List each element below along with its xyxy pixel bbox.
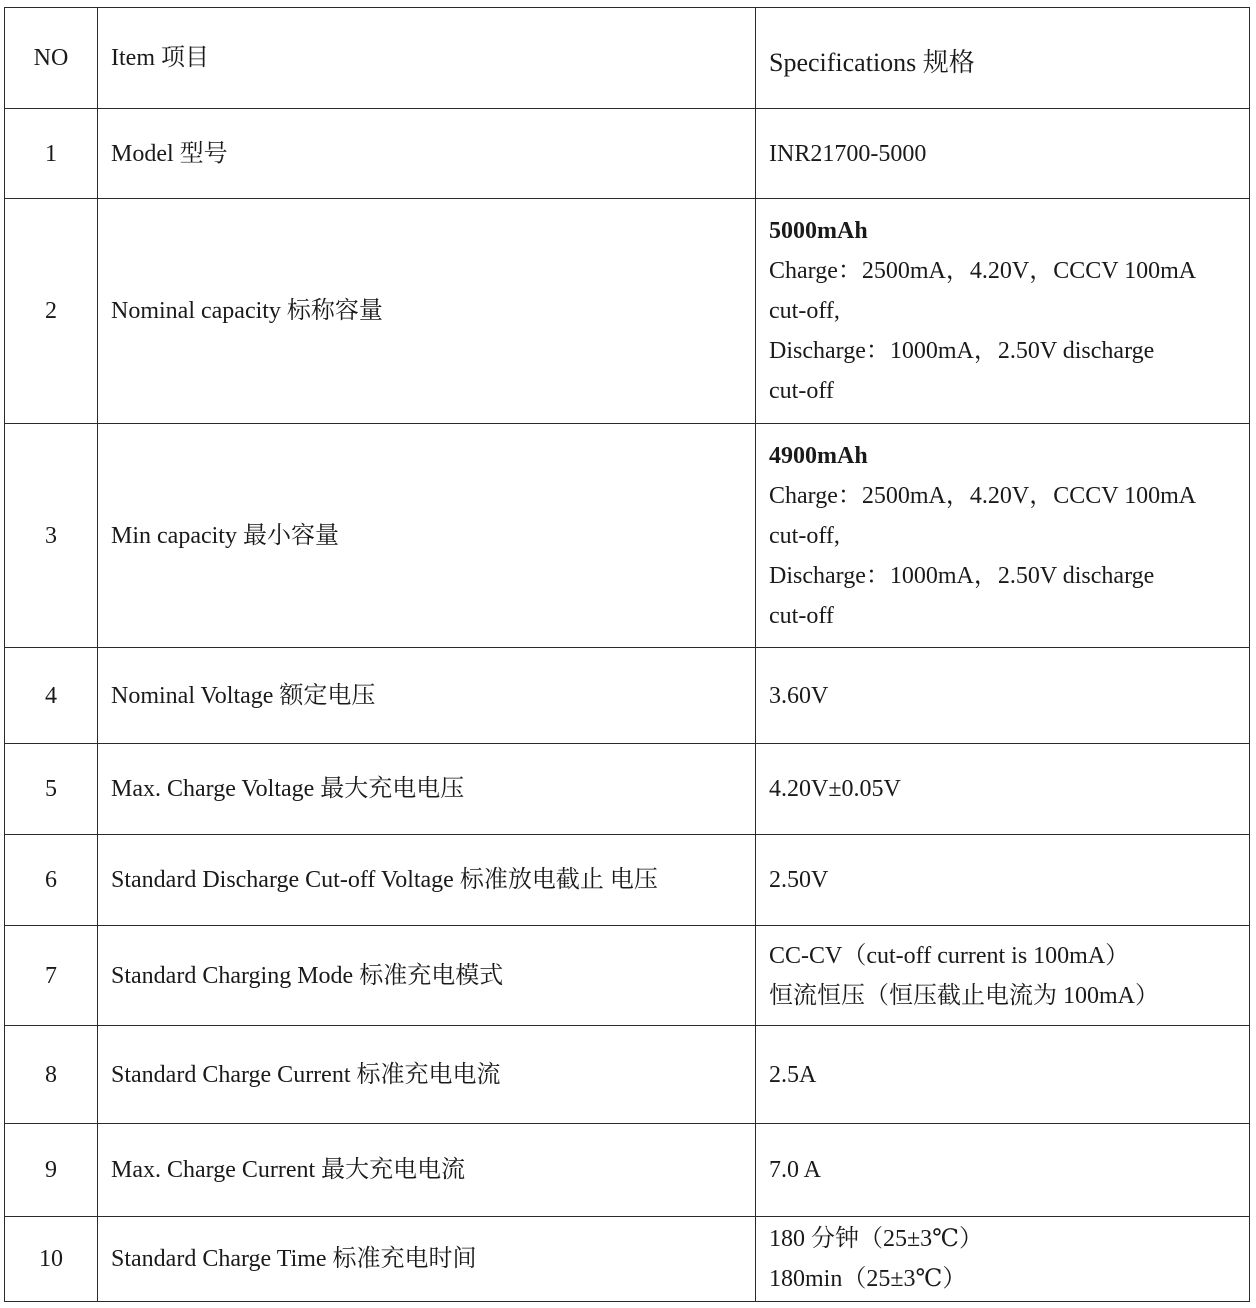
row-spec [756,424,1250,648]
table-row [5,109,1250,199]
spec-line: Charge：2500mA，4.20V，CCCV 100mA [769,482,1197,509]
row-no: 10 [5,1217,98,1302]
row-item: Nominal capacity 标称容量 [98,199,756,424]
row-item: Standard Charging Mode 标准充电模式 [98,926,756,1026]
spec-line: cut-off, [769,522,840,549]
row-no: 3 [5,424,98,648]
table-row [5,648,1250,744]
row-no: 9 [5,1124,98,1217]
row-no: 1 [5,109,98,199]
row-no: 6 [5,835,98,926]
row-no: 8 [5,1026,98,1124]
spec-line: 恒流恒压（恒压截止电流为 100mA） [769,982,1159,1009]
row-spec [756,744,1250,835]
spec-capacity-value: 5000mAh [769,218,868,244]
row-no: 4 [5,648,98,744]
spec-line: cut-off [769,378,834,404]
row-spec [756,199,1250,424]
header-row [5,8,1250,109]
row-no: 7 [5,926,98,1026]
spec-line: cut-off [769,602,834,629]
header-no: NO [5,8,98,109]
spec-capacity-value: 4900mAh [769,442,868,469]
header-spec: Specifications 规格 [756,8,1250,109]
row-item: Standard Charge Current 标准充电电流 [98,1026,756,1124]
spec-line: 3.60V [769,682,829,709]
row-no: 2 [5,199,98,424]
spec-line: 2.50V [769,867,829,893]
spec-line: INR21700-5000 [769,140,927,167]
table-row [5,424,1250,648]
spec-line: 180min（25±3℃） [769,1266,967,1292]
row-item: Standard Discharge Cut-off Voltage 标准放电截止 电压 [98,835,756,926]
spec-line: Discharge：1000mA，2.50V discharge [769,562,1155,589]
spec-line: CC-CV（cut-off current is 100mA） [769,942,1130,969]
spec-line: 2.5A [769,1061,817,1088]
row-item: Standard Charge Time 标准充电时间 [98,1217,756,1302]
spec-line: Charge：2500mA，4.20V，CCCV 100mA [769,258,1197,284]
spec-line: Discharge：1000mA，2.50V discharge [769,338,1155,364]
row-spec [756,1026,1250,1124]
spec-line: 180 分钟（25±3℃） [769,1226,984,1252]
row-spec [756,926,1250,1026]
table-row [5,835,1250,926]
spec-line: 4.20V±0.05V [769,776,901,802]
table-row [5,926,1250,1026]
row-item: Max. Charge Voltage 最大充电电压 [98,744,756,835]
table-row [5,1124,1250,1217]
table-row [5,1217,1250,1302]
spec-line: cut-off, [769,298,840,324]
row-item: Model 型号 [98,109,756,199]
row-item: Min capacity 最小容量 [98,424,756,648]
spec-line: 7.0 A [769,1157,822,1183]
table-row [5,744,1250,835]
row-spec [756,1217,1250,1302]
row-no: 5 [5,744,98,835]
row-item: Nominal Voltage 额定电压 [98,648,756,744]
header-item: Item 项目 [98,8,756,109]
row-spec [756,648,1250,744]
specification-table [4,7,1250,1302]
row-spec [756,109,1250,199]
table-row [5,1026,1250,1124]
row-spec [756,835,1250,926]
table-row [5,199,1250,424]
row-item: Max. Charge Current 最大充电电流 [98,1124,756,1217]
row-spec [756,1124,1250,1217]
